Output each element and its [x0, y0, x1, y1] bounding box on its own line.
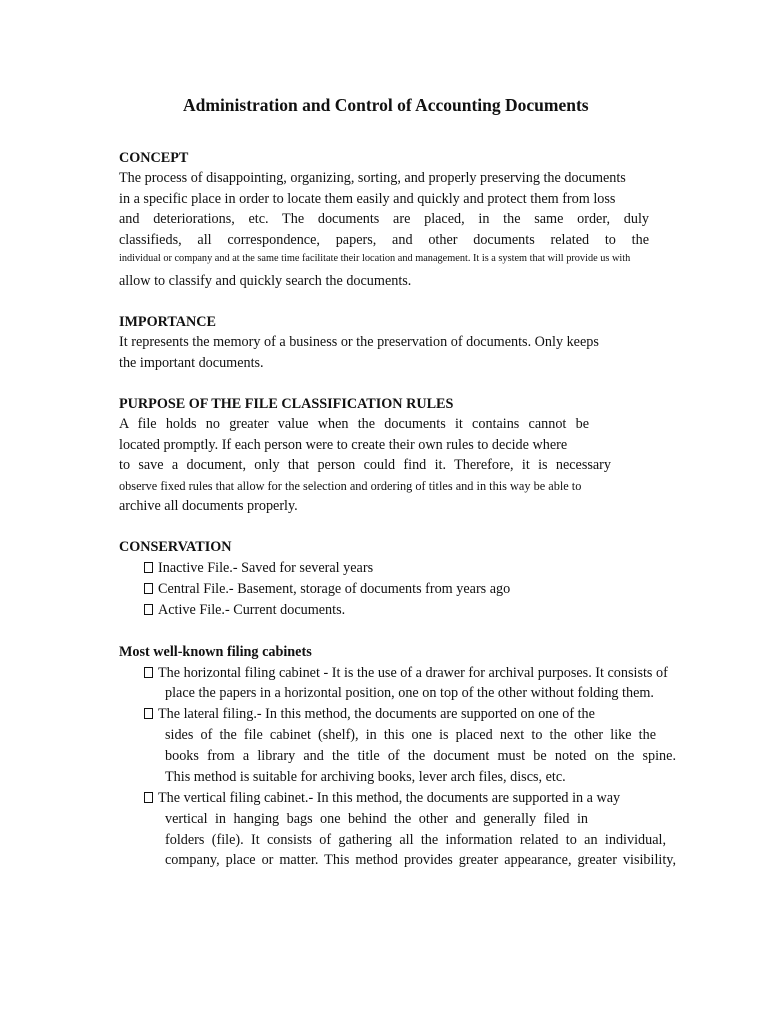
bullet-box-icon — [144, 604, 153, 615]
purpose-heading: PURPOSE OF THE FILE CLASSIFICATION RULES — [119, 396, 454, 412]
cabinet-item — [144, 788, 620, 808]
cabinet-item-text: The lateral filing.- In this method, the documents are supported on one of the — [158, 706, 595, 722]
bullet-box-icon — [144, 667, 153, 678]
conservation-item — [144, 579, 510, 599]
purpose-line: to save a document, only that person could find it. Therefore, it is necessary — [119, 457, 611, 473]
purpose-line: archive all documents properly. — [119, 498, 298, 514]
bullet-box-icon — [144, 792, 153, 803]
importance-line: the important documents. — [119, 355, 264, 371]
purpose-line: A file holds no greater value when the documents it contains cannot be — [119, 416, 589, 432]
cabinet-item-text: The horizontal filing cabinet - It is the use of a drawer for archival purposes. It consists of — [158, 665, 668, 681]
cabinet-item-continued: books from a library and the title of the document must be noted on the spine. — [165, 748, 676, 764]
concept-line: and deteriorations, etc. The documents are placed, in the same order, duly — [119, 211, 649, 227]
cabinet-item-continued: This method is suitable for archiving books, lever arch files, discs, etc. — [165, 769, 566, 785]
importance-heading: IMPORTANCE — [119, 314, 216, 330]
conservation-item-text: Inactive File.- Saved for several years — [158, 560, 374, 576]
conservation-heading: CONSERVATION — [119, 539, 232, 555]
cabinet-item-continued: company, place or matter. This method provides greater appearance, greater visibility, — [165, 852, 676, 868]
conservation-item — [144, 600, 345, 620]
cabinet-item-continued: vertical in hanging bags one behind the other and generally filed in — [165, 811, 588, 827]
concept-heading: CONCEPT — [119, 150, 189, 166]
concept-line: individual or company and at the same time facilitate their location and management. It is a system that will provide us with — [119, 253, 631, 264]
concept-line: The process of disappointing, organizing, sorting, and properly preserving the documents — [119, 170, 626, 186]
purpose-line: located promptly. If each person were to create their own rules to decide where — [119, 437, 568, 453]
conservation-item-text: Central File.- Basement, storage of documents from years ago — [158, 581, 511, 597]
purpose-line: observe fixed rules that allow for the selection and ordering of titles and in this way be able to — [119, 479, 582, 493]
importance-line: It represents the memory of a business or the preservation of documents. Only keeps — [119, 334, 599, 350]
cabinet-item — [144, 704, 595, 724]
concept-line: classifieds, all correspondence, papers, and other documents related to the — [119, 232, 649, 248]
cabinet-item-continued: place the papers in a horizontal position, one on top of the other without folding them. — [165, 685, 654, 701]
conservation-item — [144, 558, 373, 578]
cabinet-item-continued: sides of the file cabinet (shelf), in this one is placed next to the other like the — [165, 727, 656, 743]
cabinet-item — [144, 663, 668, 683]
cabinet-item-text: The vertical filing cabinet.- In this method, the documents are supported in a way — [158, 790, 621, 806]
cabinet-item-continued: folders (file). It consists of gathering all the information related to an individual, — [165, 832, 666, 848]
bullet-box-icon — [144, 562, 153, 573]
conservation-item-text: Active File.- Current documents. — [158, 602, 346, 618]
bullet-box-icon — [144, 583, 153, 594]
concept-line: in a specific place in order to locate them easily and quickly and protect them from loss — [119, 191, 616, 207]
bullet-box-icon — [144, 708, 153, 719]
cabinets-heading: Most well-known filing cabinets — [119, 644, 312, 660]
concept-line: allow to classify and quickly search the documents. — [119, 273, 412, 289]
document-title: Administration and Control of Accounting Documents — [183, 95, 589, 115]
